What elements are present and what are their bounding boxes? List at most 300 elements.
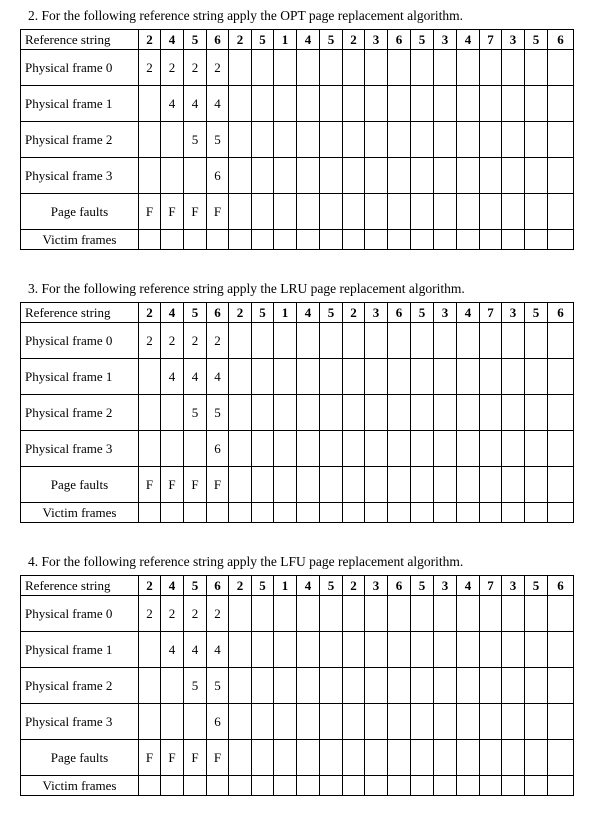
frame-cell[interactable] xyxy=(229,323,252,359)
frame-cell[interactable] xyxy=(548,431,574,467)
frame-cell[interactable] xyxy=(525,668,548,704)
frame-cell[interactable] xyxy=(229,50,252,86)
frame-cell[interactable] xyxy=(184,431,207,467)
frame-cell[interactable] xyxy=(434,704,457,740)
victim-cell[interactable] xyxy=(320,503,343,523)
frame-cell[interactable] xyxy=(457,668,480,704)
frame-cell[interactable] xyxy=(297,395,320,431)
fault-cell[interactable] xyxy=(365,740,388,776)
frame-cell[interactable] xyxy=(388,50,411,86)
fault-cell[interactable]: F xyxy=(207,194,229,230)
fault-cell[interactable] xyxy=(274,467,297,503)
frame-cell[interactable] xyxy=(411,158,434,194)
victim-cell[interactable] xyxy=(457,776,480,796)
victim-cell[interactable] xyxy=(502,230,525,250)
frame-cell[interactable] xyxy=(343,158,365,194)
fault-cell[interactable] xyxy=(229,194,252,230)
frame-cell[interactable] xyxy=(252,632,274,668)
frame-cell[interactable] xyxy=(229,395,252,431)
frame-cell[interactable] xyxy=(343,323,365,359)
fault-cell[interactable] xyxy=(229,467,252,503)
frame-cell[interactable] xyxy=(525,632,548,668)
frame-cell[interactable] xyxy=(229,158,252,194)
frame-cell[interactable] xyxy=(297,596,320,632)
frame-cell[interactable] xyxy=(388,158,411,194)
fault-cell[interactable] xyxy=(365,467,388,503)
victim-cell[interactable] xyxy=(161,230,184,250)
frame-cell[interactable] xyxy=(161,704,184,740)
fault-cell[interactable] xyxy=(388,467,411,503)
victim-cell[interactable] xyxy=(229,776,252,796)
frame-cell[interactable]: 4 xyxy=(161,359,184,395)
frame-cell[interactable]: 2 xyxy=(207,596,229,632)
fault-cell[interactable] xyxy=(480,194,502,230)
frame-cell[interactable] xyxy=(434,395,457,431)
fault-cell[interactable] xyxy=(297,467,320,503)
frame-cell[interactable] xyxy=(525,395,548,431)
frame-cell[interactable] xyxy=(139,359,161,395)
frame-cell[interactable] xyxy=(274,122,297,158)
fault-cell[interactable] xyxy=(480,467,502,503)
frame-cell[interactable] xyxy=(229,359,252,395)
frame-cell[interactable] xyxy=(343,431,365,467)
victim-cell[interactable] xyxy=(502,776,525,796)
frame-cell[interactable] xyxy=(525,122,548,158)
frame-cell[interactable]: 5 xyxy=(207,668,229,704)
frame-cell[interactable]: 2 xyxy=(184,50,207,86)
fault-cell[interactable] xyxy=(297,194,320,230)
frame-cell[interactable] xyxy=(297,50,320,86)
fault-cell[interactable] xyxy=(388,740,411,776)
frame-cell[interactable] xyxy=(343,632,365,668)
frame-cell[interactable] xyxy=(161,122,184,158)
frame-cell[interactable] xyxy=(502,50,525,86)
victim-cell[interactable] xyxy=(207,503,229,523)
victim-cell[interactable] xyxy=(480,230,502,250)
fault-cell[interactable]: F xyxy=(139,740,161,776)
frame-cell[interactable] xyxy=(184,158,207,194)
frame-cell[interactable] xyxy=(297,323,320,359)
victim-cell[interactable] xyxy=(434,503,457,523)
victim-cell[interactable] xyxy=(207,230,229,250)
frame-cell[interactable] xyxy=(502,668,525,704)
frame-cell[interactable] xyxy=(252,359,274,395)
fault-cell[interactable] xyxy=(434,467,457,503)
frame-cell[interactable]: 4 xyxy=(184,86,207,122)
victim-cell[interactable] xyxy=(388,776,411,796)
fault-cell[interactable] xyxy=(502,740,525,776)
fault-cell[interactable] xyxy=(274,740,297,776)
frame-cell[interactable] xyxy=(480,704,502,740)
victim-cell[interactable] xyxy=(388,230,411,250)
frame-cell[interactable] xyxy=(548,395,574,431)
frame-cell[interactable] xyxy=(525,704,548,740)
frame-cell[interactable]: 5 xyxy=(184,122,207,158)
frame-cell[interactable] xyxy=(525,323,548,359)
frame-cell[interactable] xyxy=(365,431,388,467)
fault-cell[interactable] xyxy=(457,194,480,230)
frame-cell[interactable] xyxy=(252,395,274,431)
frame-cell[interactable] xyxy=(365,704,388,740)
fault-cell[interactable] xyxy=(343,740,365,776)
frame-cell[interactable] xyxy=(457,632,480,668)
frame-cell[interactable] xyxy=(320,596,343,632)
fault-cell[interactable]: F xyxy=(184,740,207,776)
victim-cell[interactable] xyxy=(320,776,343,796)
frame-cell[interactable] xyxy=(161,431,184,467)
victim-cell[interactable] xyxy=(252,776,274,796)
frame-cell[interactable] xyxy=(274,50,297,86)
frame-cell[interactable] xyxy=(320,323,343,359)
victim-cell[interactable] xyxy=(343,776,365,796)
frame-cell[interactable]: 4 xyxy=(207,632,229,668)
frame-cell[interactable] xyxy=(343,668,365,704)
frame-cell[interactable] xyxy=(502,431,525,467)
frame-cell[interactable] xyxy=(320,359,343,395)
frame-cell[interactable] xyxy=(320,122,343,158)
victim-cell[interactable] xyxy=(457,230,480,250)
frame-cell[interactable] xyxy=(274,158,297,194)
frame-cell[interactable] xyxy=(434,668,457,704)
frame-cell[interactable] xyxy=(411,323,434,359)
frame-cell[interactable] xyxy=(548,323,574,359)
frame-cell[interactable] xyxy=(343,395,365,431)
victim-cell[interactable] xyxy=(411,230,434,250)
frame-cell[interactable] xyxy=(411,704,434,740)
victim-cell[interactable] xyxy=(229,230,252,250)
frame-cell[interactable] xyxy=(274,632,297,668)
frame-cell[interactable] xyxy=(274,704,297,740)
frame-cell[interactable] xyxy=(411,50,434,86)
fault-cell[interactable] xyxy=(411,467,434,503)
frame-cell[interactable] xyxy=(502,323,525,359)
frame-cell[interactable] xyxy=(139,158,161,194)
frame-cell[interactable] xyxy=(411,596,434,632)
frame-cell[interactable] xyxy=(548,158,574,194)
frame-cell[interactable] xyxy=(139,668,161,704)
frame-cell[interactable] xyxy=(229,704,252,740)
frame-cell[interactable] xyxy=(139,395,161,431)
victim-cell[interactable] xyxy=(480,776,502,796)
frame-cell[interactable] xyxy=(411,431,434,467)
frame-cell[interactable] xyxy=(365,86,388,122)
fault-cell[interactable] xyxy=(480,740,502,776)
frame-cell[interactable] xyxy=(297,86,320,122)
frame-cell[interactable] xyxy=(229,632,252,668)
frame-cell[interactable] xyxy=(229,86,252,122)
frame-cell[interactable] xyxy=(480,395,502,431)
frame-cell[interactable] xyxy=(525,86,548,122)
victim-cell[interactable] xyxy=(274,776,297,796)
victim-cell[interactable] xyxy=(184,503,207,523)
frame-cell[interactable] xyxy=(457,431,480,467)
frame-cell[interactable] xyxy=(388,323,411,359)
victim-cell[interactable] xyxy=(229,503,252,523)
victim-cell[interactable] xyxy=(139,503,161,523)
frame-cell[interactable] xyxy=(434,50,457,86)
frame-cell[interactable] xyxy=(434,359,457,395)
fault-cell[interactable]: F xyxy=(161,740,184,776)
frame-cell[interactable] xyxy=(252,431,274,467)
frame-cell[interactable] xyxy=(343,596,365,632)
frame-cell[interactable]: 2 xyxy=(184,323,207,359)
frame-cell[interactable] xyxy=(297,158,320,194)
frame-cell[interactable] xyxy=(411,86,434,122)
fault-cell[interactable] xyxy=(229,740,252,776)
frame-cell[interactable]: 5 xyxy=(207,395,229,431)
frame-cell[interactable] xyxy=(480,86,502,122)
frame-cell[interactable] xyxy=(411,632,434,668)
frame-cell[interactable] xyxy=(365,632,388,668)
frame-cell[interactable]: 4 xyxy=(184,632,207,668)
frame-cell[interactable] xyxy=(548,50,574,86)
fault-cell[interactable] xyxy=(502,467,525,503)
frame-cell[interactable] xyxy=(502,395,525,431)
frame-cell[interactable] xyxy=(365,50,388,86)
frame-cell[interactable] xyxy=(139,704,161,740)
frame-cell[interactable] xyxy=(434,122,457,158)
frame-cell[interactable] xyxy=(457,50,480,86)
frame-cell[interactable] xyxy=(457,395,480,431)
frame-cell[interactable]: 4 xyxy=(207,86,229,122)
victim-cell[interactable] xyxy=(365,230,388,250)
frame-cell[interactable]: 2 xyxy=(207,323,229,359)
frame-cell[interactable] xyxy=(548,86,574,122)
fault-cell[interactable]: F xyxy=(184,467,207,503)
fault-cell[interactable] xyxy=(252,740,274,776)
frame-cell[interactable] xyxy=(252,704,274,740)
victim-cell[interactable] xyxy=(411,503,434,523)
frame-cell[interactable] xyxy=(434,86,457,122)
fault-cell[interactable] xyxy=(365,194,388,230)
frame-cell[interactable] xyxy=(343,359,365,395)
victim-cell[interactable] xyxy=(297,776,320,796)
frame-cell[interactable] xyxy=(388,431,411,467)
victim-cell[interactable] xyxy=(502,503,525,523)
victim-cell[interactable] xyxy=(434,230,457,250)
frame-cell[interactable] xyxy=(434,431,457,467)
victim-cell[interactable] xyxy=(388,503,411,523)
frame-cell[interactable]: 5 xyxy=(184,395,207,431)
frame-cell[interactable] xyxy=(457,158,480,194)
frame-cell[interactable] xyxy=(343,50,365,86)
frame-cell[interactable] xyxy=(343,122,365,158)
fault-cell[interactable] xyxy=(388,194,411,230)
frame-cell[interactable]: 2 xyxy=(207,50,229,86)
victim-cell[interactable] xyxy=(184,776,207,796)
frame-cell[interactable] xyxy=(434,632,457,668)
frame-cell[interactable] xyxy=(502,86,525,122)
frame-cell[interactable] xyxy=(229,122,252,158)
fault-cell[interactable]: F xyxy=(139,194,161,230)
frame-cell[interactable] xyxy=(502,122,525,158)
victim-cell[interactable] xyxy=(525,503,548,523)
frame-cell[interactable] xyxy=(525,359,548,395)
frame-cell[interactable] xyxy=(139,86,161,122)
fault-cell[interactable] xyxy=(274,194,297,230)
victim-cell[interactable] xyxy=(207,776,229,796)
frame-cell[interactable] xyxy=(434,158,457,194)
victim-cell[interactable] xyxy=(252,230,274,250)
frame-cell[interactable] xyxy=(548,668,574,704)
frame-cell[interactable] xyxy=(480,122,502,158)
fault-cell[interactable] xyxy=(320,740,343,776)
fault-cell[interactable] xyxy=(457,740,480,776)
fault-cell[interactable] xyxy=(525,194,548,230)
frame-cell[interactable] xyxy=(139,431,161,467)
frame-cell[interactable]: 4 xyxy=(184,359,207,395)
frame-cell[interactable] xyxy=(388,122,411,158)
frame-cell[interactable] xyxy=(502,596,525,632)
frame-cell[interactable] xyxy=(480,668,502,704)
frame-cell[interactable] xyxy=(229,668,252,704)
victim-cell[interactable] xyxy=(365,776,388,796)
frame-cell[interactable] xyxy=(161,395,184,431)
frame-cell[interactable]: 5 xyxy=(184,668,207,704)
frame-cell[interactable] xyxy=(480,50,502,86)
victim-cell[interactable] xyxy=(548,230,574,250)
frame-cell[interactable] xyxy=(320,431,343,467)
frame-cell[interactable] xyxy=(297,122,320,158)
frame-cell[interactable] xyxy=(548,359,574,395)
frame-cell[interactable] xyxy=(525,431,548,467)
frame-cell[interactable] xyxy=(320,86,343,122)
victim-cell[interactable] xyxy=(457,503,480,523)
victim-cell[interactable] xyxy=(297,503,320,523)
frame-cell[interactable] xyxy=(320,158,343,194)
frame-cell[interactable] xyxy=(525,158,548,194)
fault-cell[interactable] xyxy=(252,194,274,230)
frame-cell[interactable] xyxy=(139,632,161,668)
frame-cell[interactable] xyxy=(274,86,297,122)
frame-cell[interactable] xyxy=(343,704,365,740)
victim-cell[interactable] xyxy=(525,776,548,796)
frame-cell[interactable] xyxy=(365,668,388,704)
frame-cell[interactable] xyxy=(411,359,434,395)
victim-cell[interactable] xyxy=(274,230,297,250)
frame-cell[interactable]: 2 xyxy=(139,50,161,86)
frame-cell[interactable] xyxy=(297,704,320,740)
frame-cell[interactable]: 2 xyxy=(139,596,161,632)
frame-cell[interactable] xyxy=(274,359,297,395)
victim-cell[interactable] xyxy=(343,230,365,250)
victim-cell[interactable] xyxy=(480,503,502,523)
fault-cell[interactable] xyxy=(548,740,574,776)
victim-cell[interactable] xyxy=(161,503,184,523)
frame-cell[interactable] xyxy=(252,668,274,704)
frame-cell[interactable] xyxy=(252,596,274,632)
frame-cell[interactable] xyxy=(434,323,457,359)
frame-cell[interactable] xyxy=(457,359,480,395)
fault-cell[interactable] xyxy=(411,740,434,776)
victim-cell[interactable] xyxy=(184,230,207,250)
fault-cell[interactable] xyxy=(525,740,548,776)
frame-cell[interactable] xyxy=(365,596,388,632)
fault-cell[interactable] xyxy=(434,194,457,230)
fault-cell[interactable]: F xyxy=(207,467,229,503)
frame-cell[interactable]: 2 xyxy=(139,323,161,359)
fault-cell[interactable]: F xyxy=(184,194,207,230)
victim-cell[interactable] xyxy=(434,776,457,796)
frame-cell[interactable] xyxy=(320,395,343,431)
frame-cell[interactable] xyxy=(548,596,574,632)
frame-cell[interactable]: 2 xyxy=(161,596,184,632)
fault-cell[interactable] xyxy=(320,194,343,230)
frame-cell[interactable] xyxy=(548,632,574,668)
fault-cell[interactable] xyxy=(548,194,574,230)
frame-cell[interactable] xyxy=(411,668,434,704)
frame-cell[interactable]: 5 xyxy=(207,122,229,158)
frame-cell[interactable] xyxy=(457,704,480,740)
frame-cell[interactable] xyxy=(320,704,343,740)
frame-cell[interactable] xyxy=(434,596,457,632)
fault-cell[interactable]: F xyxy=(161,194,184,230)
victim-cell[interactable] xyxy=(274,503,297,523)
frame-cell[interactable] xyxy=(229,596,252,632)
frame-cell[interactable] xyxy=(457,86,480,122)
frame-cell[interactable] xyxy=(411,122,434,158)
frame-cell[interactable] xyxy=(457,596,480,632)
fault-cell[interactable]: F xyxy=(161,467,184,503)
frame-cell[interactable] xyxy=(502,704,525,740)
frame-cell[interactable] xyxy=(365,395,388,431)
victim-cell[interactable] xyxy=(548,776,574,796)
frame-cell[interactable] xyxy=(252,323,274,359)
frame-cell[interactable] xyxy=(502,158,525,194)
frame-cell[interactable] xyxy=(388,86,411,122)
frame-cell[interactable] xyxy=(274,431,297,467)
frame-cell[interactable] xyxy=(480,158,502,194)
frame-cell[interactable] xyxy=(388,704,411,740)
frame-cell[interactable] xyxy=(480,596,502,632)
frame-cell[interactable] xyxy=(252,158,274,194)
victim-cell[interactable] xyxy=(411,776,434,796)
frame-cell[interactable] xyxy=(252,50,274,86)
fault-cell[interactable] xyxy=(434,740,457,776)
frame-cell[interactable] xyxy=(411,395,434,431)
fault-cell[interactable]: F xyxy=(139,467,161,503)
frame-cell[interactable] xyxy=(252,86,274,122)
frame-cell[interactable] xyxy=(297,359,320,395)
frame-cell[interactable] xyxy=(297,668,320,704)
frame-cell[interactable]: 6 xyxy=(207,158,229,194)
frame-cell[interactable] xyxy=(274,596,297,632)
victim-cell[interactable] xyxy=(343,503,365,523)
frame-cell[interactable] xyxy=(365,323,388,359)
frame-cell[interactable] xyxy=(457,122,480,158)
fault-cell[interactable] xyxy=(343,467,365,503)
fault-cell[interactable] xyxy=(343,194,365,230)
victim-cell[interactable] xyxy=(161,776,184,796)
victim-cell[interactable] xyxy=(139,230,161,250)
frame-cell[interactable]: 2 xyxy=(161,323,184,359)
fault-cell[interactable] xyxy=(252,467,274,503)
frame-cell[interactable] xyxy=(388,359,411,395)
frame-cell[interactable] xyxy=(525,596,548,632)
fault-cell[interactable] xyxy=(320,467,343,503)
fault-cell[interactable] xyxy=(548,467,574,503)
frame-cell[interactable] xyxy=(184,704,207,740)
frame-cell[interactable] xyxy=(297,431,320,467)
frame-cell[interactable] xyxy=(229,431,252,467)
victim-cell[interactable] xyxy=(548,503,574,523)
frame-cell[interactable] xyxy=(161,668,184,704)
victim-cell[interactable] xyxy=(297,230,320,250)
frame-cell[interactable]: 6 xyxy=(207,431,229,467)
frame-cell[interactable] xyxy=(274,668,297,704)
frame-cell[interactable] xyxy=(480,431,502,467)
frame-cell[interactable] xyxy=(502,359,525,395)
